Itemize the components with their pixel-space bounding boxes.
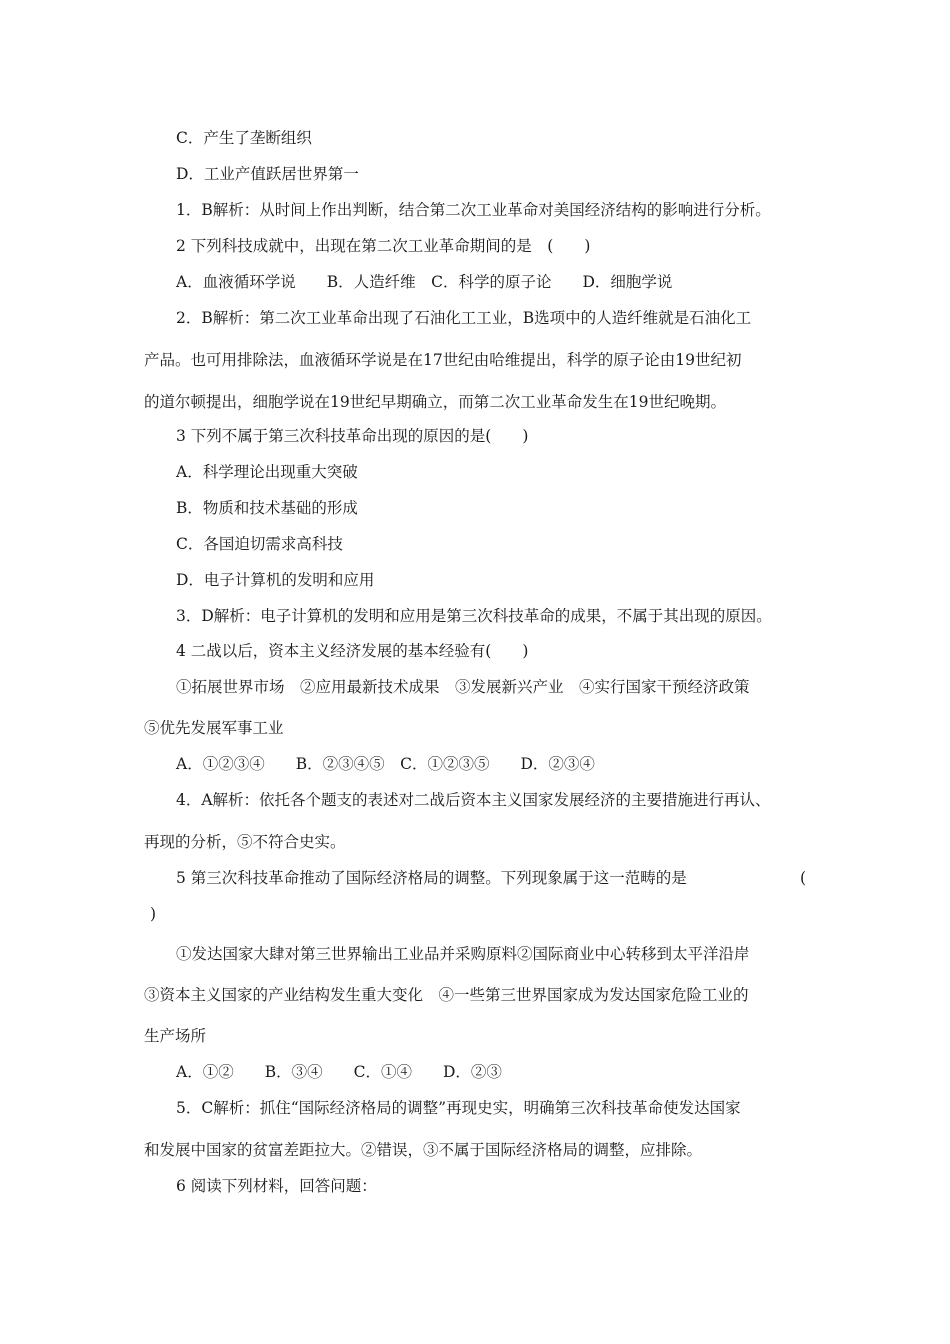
question-5-items-line-2: ③资本主义国家的产业结构发生重大变化 ④一些第三世界国家成为发达国家危险工业的 — [144, 986, 749, 1004]
question-2: 2 下列科技成就中，出现在第二次工业革命期间的是 ( ) — [176, 237, 591, 255]
answer-2-line-3: 的道尔顿提出，细胞学说在19世纪早期确立，而第二次工业革命发生在19世纪晚期。 — [144, 393, 726, 411]
question-5-items-line-1: ①发达国家大肆对第三世界输出工业品并采购原料②国际商业中心转移到太平洋沿岸 — [176, 945, 750, 963]
question-6: 6 阅读下列材料，回答问题： — [176, 1177, 377, 1195]
question-4: 4 二战以后，资本主义经济发展的基本经验有( ) — [176, 642, 529, 660]
answer-4-line-2: 再现的分析，⑤不符合史实。 — [144, 833, 346, 851]
question-3: 3 下列不属于第三次科技革命出现的原因的是( ) — [176, 427, 529, 445]
answer-2-line-1: 2．B解析：第二次工业革命出现了石油化工工业，B选项中的人造纤维就是石油化工 — [176, 309, 752, 327]
question-4-options: A．①②③④ B．②③④⑤ C．①②③⑤ D．②③④ — [176, 755, 595, 773]
option-c-line: C．产生了垄断组织 — [176, 129, 312, 147]
answer-2-line-2: 产品。也可用排除法，血液循环学说是在17世纪由哈维提出，科学的原子论由19世纪初 — [144, 351, 742, 369]
question-3-option-a: A．科学理论出现重大突破 — [176, 463, 358, 481]
answer-5-line-1: 5．C解析：抓住“国际经济格局的调整”再现史实，明确第三次科技革命使发达国家 — [176, 1099, 741, 1117]
question-4-items-line-2: ⑤优先发展军事工业 — [144, 719, 284, 737]
question-5-options: A．①② B．③④ C．①④ D．②③ — [176, 1063, 502, 1081]
question-3-option-c: C．各国迫切需求高科技 — [176, 535, 343, 553]
option-d-line: D．工业产值跃居世界第一 — [176, 165, 359, 183]
question-5-items-line-3: 生产场所 — [144, 1027, 207, 1045]
answer-4-line-1: 4．A解析：依托各个题支的表述对二战后资本主义国家发展经济的主要措施进行再认、 — [176, 791, 771, 809]
question-5: 5 第三次科技革命推动了国际经济格局的调整。下列现象属于这一范畴的是 — [176, 869, 687, 887]
question-3-option-d: D．电子计算机的发明和应用 — [176, 571, 375, 589]
question-3-option-b: B．物质和技术基础的形成 — [176, 499, 358, 517]
answer-1: 1．B解析：从时间上作出判断，结合第二次工业革命对美国经济结构的影响进行分析。 — [176, 201, 771, 219]
question-2-options: A．血液循环学说 B．人造纤维 C．科学的原子论 D．细胞学说 — [176, 273, 673, 291]
answer-3: 3．D解析：电子计算机的发明和应用是第三次科技革命的成果，不属于其出现的原因。 — [176, 607, 772, 625]
question-5-close-paren: ) — [150, 905, 157, 923]
question-5-open-paren: ( — [800, 869, 807, 887]
question-4-items-line-1: ①拓展世界市场 ②应用最新技术成果 ③发展新兴产业 ④实行国家干预经济政策 — [176, 678, 750, 696]
answer-5-line-2: 和发展中国家的贫富差距拉大。②错误，③不属于国际经济格局的调整，应排除。 — [144, 1141, 703, 1159]
